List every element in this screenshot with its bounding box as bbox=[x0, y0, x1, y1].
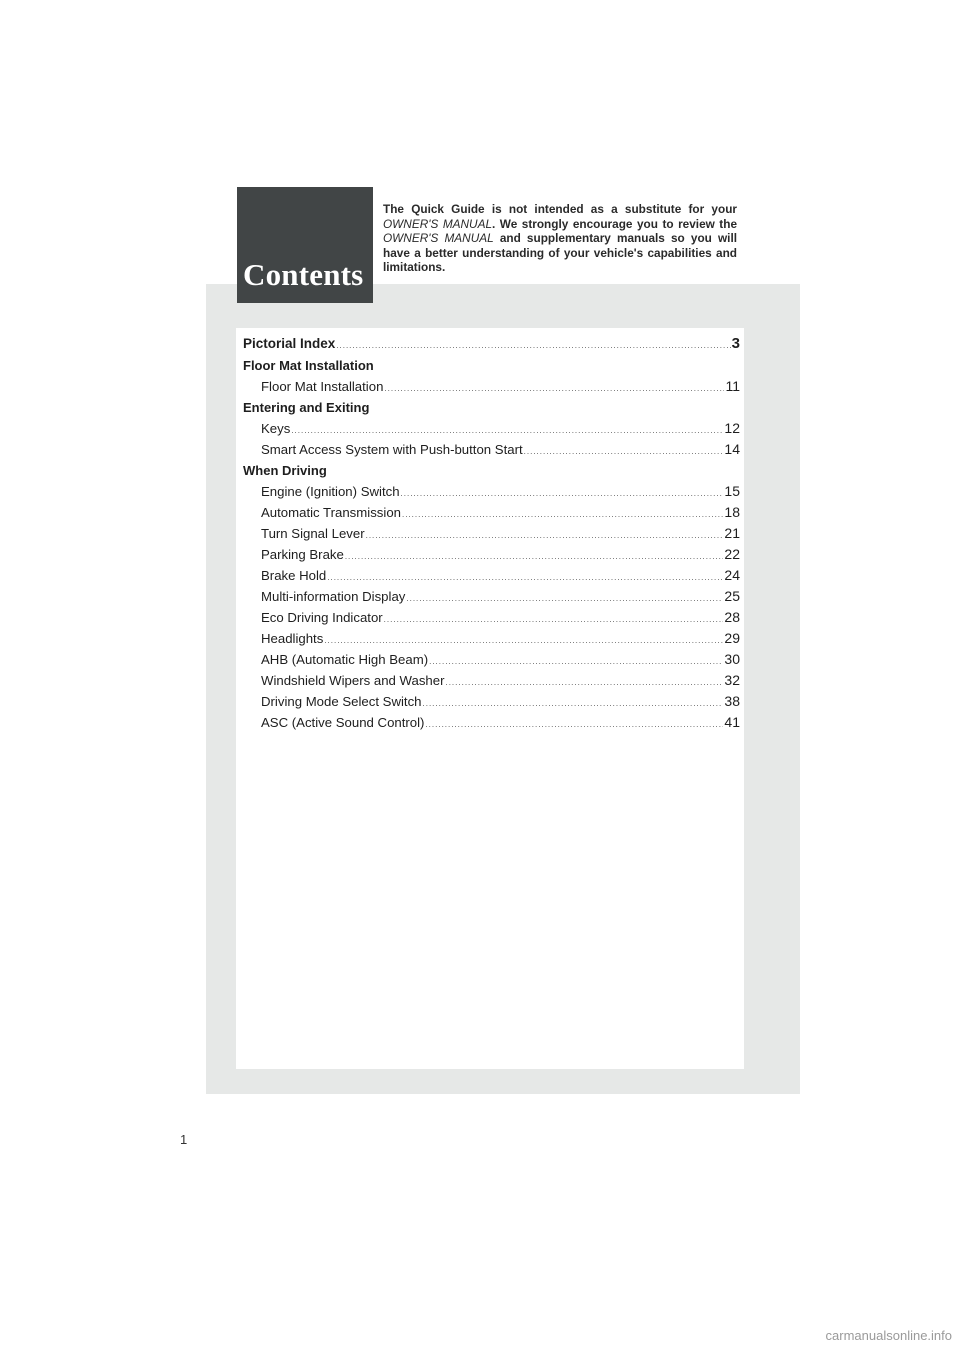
page-number: 1 bbox=[180, 1132, 188, 1147]
leader-dots bbox=[402, 504, 723, 525]
toc-entry[interactable]: Engine (Ignition) Switch ..... 15 bbox=[243, 481, 740, 502]
page-title: Contents bbox=[243, 257, 364, 292]
toc-entry[interactable]: Floor Mat Installation ..... 11 bbox=[243, 376, 740, 397]
leader-dots bbox=[384, 378, 724, 399]
leader-dots bbox=[429, 651, 723, 672]
toc-entry[interactable]: Headlights ..... 29 bbox=[243, 628, 740, 649]
leader-dots bbox=[324, 630, 723, 651]
leader-dots bbox=[345, 546, 724, 567]
manual-title-1: OWNER'S MANUAL bbox=[383, 216, 493, 231]
leader-dots bbox=[384, 609, 724, 630]
toc-entry[interactable]: Smart Access System with Push-button Start ..... 14 bbox=[243, 439, 740, 460]
contents-title-block bbox=[237, 187, 373, 303]
toc-section-entering-exiting: Entering and Exiting bbox=[243, 400, 370, 415]
toc-entry[interactable]: Turn Signal Lever ..... 21 bbox=[243, 523, 740, 544]
leader-dots bbox=[327, 567, 723, 588]
table-of-contents bbox=[243, 333, 740, 733]
leader-dots bbox=[406, 588, 723, 609]
leader-dots bbox=[366, 525, 724, 546]
toc-section-when-driving: When Driving bbox=[243, 463, 327, 478]
leader-dots bbox=[445, 672, 723, 693]
leader-dots bbox=[401, 483, 724, 504]
toc-section-floor-mat: Floor Mat Installation bbox=[243, 358, 374, 373]
toc-entry[interactable]: Automatic Transmission ..... 18 bbox=[243, 502, 740, 523]
toc-entry[interactable]: Eco Driving Indicator ..... 28 bbox=[243, 607, 740, 628]
toc-entry-pictorial-index[interactable]: Pictorial Index ..... 3 bbox=[243, 333, 740, 355]
toc-entry[interactable]: Windshield Wipers and Washer ..... 32 bbox=[243, 670, 740, 691]
leader-dots bbox=[291, 420, 723, 441]
footer-watermark[interactable]: carmanualsonline.info bbox=[825, 1328, 952, 1343]
toc-entry[interactable]: Brake Hold ..... 24 bbox=[243, 565, 740, 586]
leader-dots bbox=[524, 441, 724, 462]
toc-entry[interactable]: AHB (Automatic High Beam) ..... 30 bbox=[243, 649, 740, 670]
intro-text: The Quick Guide is not intended as a substitute for your OWNER'S MANUAL. We strongly encourage you to review the OWNER'S MANUAL and supplementary manuals so you will have a better understanding of your vehicle's capabilities and limitations. bbox=[383, 202, 738, 275]
toc-entry[interactable]: Parking Brake ..... 22 bbox=[243, 544, 740, 565]
toc-entry[interactable]: Keys ..... 12 bbox=[243, 418, 740, 439]
toc-entry[interactable]: Driving Mode Select Switch ..... 38 bbox=[243, 691, 740, 712]
toc-entry[interactable]: ASC (Active Sound Control) ..... 41 bbox=[243, 712, 740, 733]
manual-title-2: OWNER'S MANUAL bbox=[383, 231, 494, 246]
leader-dots bbox=[425, 714, 723, 735]
leader-dots bbox=[336, 335, 730, 356]
leader-dots bbox=[423, 693, 724, 714]
toc-entry[interactable]: Multi-information Display ..... 25 bbox=[243, 586, 740, 607]
